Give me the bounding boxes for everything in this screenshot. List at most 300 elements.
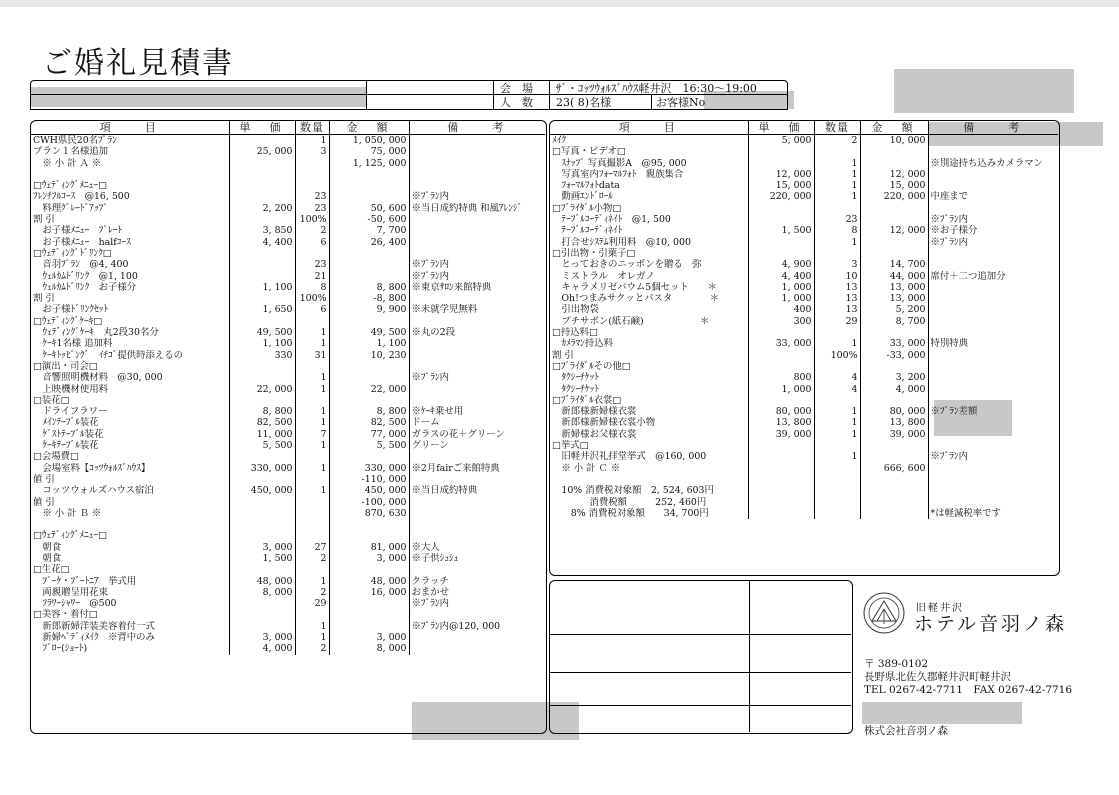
item-name: 割 引 <box>33 293 55 305</box>
table-row <box>550 146 1058 157</box>
quantity <box>295 474 329 485</box>
hotel-company: 株式会社音羽ノ森 <box>864 725 948 737</box>
table-row <box>31 180 545 191</box>
unit-price: 450, 000 <box>229 485 295 496</box>
note: グリーン <box>409 440 545 451</box>
quantity <box>295 508 329 519</box>
quantity: 8 <box>295 282 329 293</box>
quantity <box>295 169 329 180</box>
item-name: ｹｰｷ1名様 追加料 <box>33 338 113 350</box>
right-estimate-table <box>550 121 1058 519</box>
item-name: 旧軽井沢礼拝堂挙式 @160, 000 <box>552 451 707 463</box>
item-name: ドライフラワー <box>33 406 108 418</box>
document-title: ご婚礼見積書 <box>42 46 234 81</box>
item-name: □ﾌﾞﾗｲﾀﾞﾙその他□ <box>552 360 631 372</box>
quantity <box>295 248 329 259</box>
quantity: 3 <box>814 259 860 270</box>
table-row <box>31 225 545 236</box>
quantity <box>295 497 329 508</box>
item-name <box>31 169 229 180</box>
amount <box>860 440 928 451</box>
table-row <box>31 429 545 440</box>
signature-grid-hline <box>550 634 851 635</box>
unit-price <box>229 519 295 530</box>
note: ※丸の2段 <box>409 327 545 338</box>
unit-price <box>748 158 814 169</box>
quantity: 2 <box>295 587 329 598</box>
unit-price: 4, 900 <box>748 259 814 270</box>
amount <box>329 271 409 282</box>
table-row <box>550 248 1058 259</box>
quantity: 1 <box>295 463 329 474</box>
amount: 81, 000 <box>329 542 409 553</box>
unit-price <box>229 621 295 632</box>
quantity <box>295 519 329 530</box>
table-row <box>550 361 1058 372</box>
quantity: 4 <box>814 372 860 383</box>
unit-price <box>229 564 295 575</box>
table-row <box>550 508 1058 519</box>
item-name: ｹｰｷﾄｯﾋﾟﾝｸﾞ ｲﾁｺﾞ提供時添えるの <box>33 349 184 361</box>
quantity <box>295 564 329 575</box>
amount: 26, 400 <box>329 237 409 248</box>
signature-grid-hline <box>550 705 851 706</box>
table-row <box>31 146 545 157</box>
amount: 330, 000 <box>329 463 409 474</box>
unit-price <box>229 169 295 180</box>
unit-price <box>748 440 814 451</box>
col-qty: 数量 <box>295 121 329 135</box>
note <box>928 180 1058 191</box>
unit-price: 4, 400 <box>229 237 295 248</box>
unit-price: 48, 000 <box>229 576 295 587</box>
table-row <box>31 372 545 383</box>
note <box>928 485 1058 496</box>
item-name: 会場室料【ｺｯﾂｳｫﾙｽﾞﾊｳｽ】 <box>33 462 151 474</box>
unit-price: 1, 000 <box>748 282 814 293</box>
amount <box>329 180 409 191</box>
amount: 14, 700 <box>860 259 928 270</box>
table-row <box>31 485 545 496</box>
table-row <box>550 293 1058 304</box>
table-row <box>31 519 545 530</box>
item-name: ﾌﾞﾛｰ(ｼｮｰﾄ) <box>33 643 88 655</box>
item-name: ｳｪﾙｶﾑﾄﾞﾘﾝｸ お子様分 <box>33 281 137 293</box>
note: おまかせ <box>409 587 545 598</box>
amount: -100, 000 <box>329 497 409 508</box>
quantity: 1 <box>295 135 329 147</box>
amount: -50, 600 <box>329 214 409 225</box>
col-notes: 備 考 <box>409 121 545 135</box>
table-row <box>31 158 545 169</box>
item-name: ﾒｲﾝﾃｰﾌﾞﾙ装花 <box>33 417 99 429</box>
note: ※ﾌﾟﾗﾝ内 <box>409 191 545 202</box>
item-name: □ｳｪﾃﾞｨﾝｸﾞﾄﾞﾘﾝｸ□ <box>33 247 112 259</box>
note: *は軽減税率です <box>928 508 1058 519</box>
unit-price <box>748 474 814 485</box>
quantity <box>295 609 329 620</box>
table-row <box>31 384 545 395</box>
quantity: 2 <box>814 135 860 147</box>
item-name: ※ 小 計 Ａ ※ <box>33 157 102 169</box>
amount: 12, 000 <box>860 169 928 180</box>
table-row <box>550 463 1058 474</box>
table-row <box>550 485 1058 496</box>
table-row <box>31 598 545 609</box>
item-name: ※ 小 計 Ｂ ※ <box>33 507 102 519</box>
header-vline <box>549 80 550 109</box>
signature-grid <box>549 580 853 734</box>
note <box>409 180 545 191</box>
quantity: 8 <box>814 225 860 236</box>
table-row <box>31 463 545 474</box>
amount: 870, 630 <box>329 508 409 519</box>
hotel-subtitle: 旧軽井沢 <box>916 603 964 614</box>
quantity: 1 <box>295 621 329 632</box>
item-name: 値 引 <box>33 473 55 485</box>
amount: 450, 000 <box>329 485 409 496</box>
item-name: ﾌｫｰﾏﾙﾌｫﾄdata <box>552 180 620 192</box>
header-vline <box>651 95 652 109</box>
amount: 16, 000 <box>329 587 409 598</box>
quantity: 1 <box>295 384 329 395</box>
table-row <box>31 497 545 508</box>
unit-price <box>748 350 814 361</box>
amount: 5, 500 <box>329 440 409 451</box>
note: ※ﾌﾟﾗﾝ差額 <box>928 406 1058 417</box>
table-row <box>550 169 1058 180</box>
table-row <box>31 271 545 282</box>
table-row <box>31 327 545 338</box>
quantity: 100% <box>295 293 329 304</box>
note <box>928 169 1058 180</box>
header-vline <box>493 80 494 109</box>
table-row <box>550 384 1058 395</box>
item-name: ミストラル オレガノ <box>552 270 655 282</box>
table-row <box>550 440 1058 451</box>
amount <box>329 621 409 632</box>
unit-price: 49, 500 <box>229 327 295 338</box>
note: ※東京ｻﾛﾝ来館特典 <box>409 282 545 293</box>
note <box>928 304 1058 315</box>
unit-price: 1, 650 <box>229 304 295 315</box>
table-row <box>550 214 1058 225</box>
item-name: プチサボン(紙石鹸) ＊ <box>552 315 710 327</box>
table-row <box>31 609 545 620</box>
quantity: 1 <box>295 485 329 496</box>
unit-price <box>748 237 814 248</box>
note: ※未就学児無料 <box>409 304 545 315</box>
unit-price: 4, 000 <box>229 643 295 654</box>
amount <box>329 395 409 406</box>
people-value: 23( 8)名様 <box>556 96 612 109</box>
note <box>928 395 1058 406</box>
amount: 82, 500 <box>329 417 409 428</box>
unit-price <box>229 361 295 372</box>
table-row <box>550 338 1058 349</box>
quantity: 1 <box>295 417 329 428</box>
note <box>409 632 545 643</box>
table-row <box>31 451 545 462</box>
unit-price: 1, 500 <box>748 225 814 236</box>
note: ※ﾌﾟﾗﾝ内 <box>928 237 1058 248</box>
item-name <box>31 519 229 530</box>
unit-price: 1, 100 <box>229 338 295 349</box>
col-unit-price: 単 価 <box>748 121 814 135</box>
note <box>409 474 545 485</box>
table-row <box>550 406 1058 417</box>
table-row <box>550 417 1058 428</box>
item-name: □ｳｪﾃﾞｨﾝｸﾞｹｰｷ□ <box>33 315 103 327</box>
amount: 77, 000 <box>329 429 409 440</box>
item-name: 料理ｸﾞﾚｰﾄﾞｱｯﾌﾟ <box>33 202 109 214</box>
quantity: 4 <box>814 384 860 395</box>
amount: 1, 125, 000 <box>329 158 409 169</box>
item-name: プラン１名様追加 <box>33 146 109 158</box>
unit-price <box>229 474 295 485</box>
note <box>928 361 1058 372</box>
item-name: □生花□ <box>33 564 70 576</box>
people-label: 人 数 <box>500 96 533 109</box>
note <box>928 417 1058 428</box>
item-name: 新郎様新婦様衣裳小物 <box>552 417 656 429</box>
table-row <box>31 203 545 214</box>
item-name: ｳｪﾃﾞｨﾝｸﾞｹｰｷ 丸2段30名分 <box>33 327 159 339</box>
unit-price: 13, 800 <box>748 417 814 428</box>
unit-price: 220, 000 <box>748 191 814 202</box>
unit-price: 8, 800 <box>229 406 295 417</box>
item-name: □写真・ビデオ□ <box>552 146 626 158</box>
amount <box>329 316 409 327</box>
unit-price: 1, 500 <box>229 553 295 564</box>
unit-price: 1, 000 <box>748 384 814 395</box>
unit-price <box>748 327 814 338</box>
table-row <box>550 282 1058 293</box>
quantity <box>814 508 860 519</box>
item-name: ﾌﾗﾜｰｼｬﾜｰ @500 <box>33 598 117 610</box>
quantity: 13 <box>814 304 860 315</box>
quantity <box>295 451 329 462</box>
unit-price <box>748 451 814 462</box>
item-name: □演出・司会□ <box>33 360 98 372</box>
unit-price: 4, 400 <box>748 271 814 282</box>
amount: 666, 600 <box>860 463 928 474</box>
note <box>928 135 1058 147</box>
amount: -8, 800 <box>329 293 409 304</box>
unit-price: 5, 500 <box>229 440 295 451</box>
note: ※2月fairご来館特典 <box>409 463 545 474</box>
note <box>409 158 545 169</box>
note <box>928 146 1058 157</box>
note <box>409 395 545 406</box>
note <box>409 519 545 530</box>
amount <box>860 451 928 462</box>
col-amount: 金 額 <box>329 121 409 135</box>
note <box>409 316 545 327</box>
quantity: 1 <box>295 440 329 451</box>
amount: 80, 000 <box>860 406 928 417</box>
table-row <box>31 135 545 147</box>
item-name: □装花□ <box>33 394 70 406</box>
unit-price <box>229 530 295 541</box>
amount: 8, 800 <box>329 406 409 417</box>
amount <box>860 327 928 338</box>
note: ※別途持ち込みカメラマン <box>928 158 1058 169</box>
table-row <box>31 304 545 315</box>
item-name: 上映機材使用料 <box>33 383 109 395</box>
amount <box>860 497 928 508</box>
unit-price: 3, 000 <box>229 542 295 553</box>
table-row <box>550 429 1058 440</box>
col-notes: 備 考 <box>928 121 1058 135</box>
table-row <box>31 350 545 361</box>
quantity: 1 <box>814 406 860 417</box>
unit-price <box>229 451 295 462</box>
item-name: 動画ｴﾝﾄﾞﾛｰﾙ <box>552 191 613 203</box>
amount: 8, 700 <box>860 316 928 327</box>
item-name: 値 引 <box>33 496 55 508</box>
note <box>409 384 545 395</box>
unit-price: 39, 000 <box>748 429 814 440</box>
item-name: 音響照明機材料 @30, 000 <box>33 372 163 384</box>
item-name: ｶﾒﾗﾏﾝ持込料 <box>552 338 613 350</box>
amount: 8, 800 <box>329 282 409 293</box>
note <box>928 316 1058 327</box>
item-name: 打合せｼｽﾃﾑ利用料 @10, 000 <box>552 236 691 248</box>
unit-price <box>229 271 295 282</box>
quantity <box>814 463 860 474</box>
amount <box>329 519 409 530</box>
col-amount: 金 額 <box>860 121 928 135</box>
amount: 1, 050, 000 <box>329 135 409 147</box>
table-row <box>550 451 1058 462</box>
table-row <box>31 282 545 293</box>
amount <box>860 395 928 406</box>
quantity <box>295 530 329 541</box>
note <box>409 530 545 541</box>
amount: 10, 230 <box>329 350 409 361</box>
note: ※ﾌﾟﾗﾝ内 <box>409 372 545 383</box>
item-name: ｹｰｷﾃｰﾌﾞﾙ装花 <box>33 440 99 452</box>
quantity <box>814 395 860 406</box>
amount: 1, 100 <box>329 338 409 349</box>
quantity <box>814 485 860 496</box>
note <box>928 248 1058 259</box>
venue-value: ｻﾞ・ｺｯﾂｳｫﾙｽﾞﾊｳｽ軽井沢 16:30～19:00 <box>556 82 757 95</box>
table-row <box>31 508 545 519</box>
unit-price <box>748 203 814 214</box>
table-row <box>550 135 1058 147</box>
item-name: □ｳｪﾃﾞｨﾝｸﾞﾒﾆｭｰ□ <box>33 530 107 542</box>
unit-price <box>229 598 295 609</box>
amount: 5, 200 <box>860 304 928 315</box>
note: ※ﾌﾟﾗﾝ内 <box>928 214 1058 225</box>
table-row <box>550 191 1058 202</box>
note <box>409 609 545 620</box>
amount <box>329 372 409 383</box>
quantity: 1 <box>295 632 329 643</box>
table-row <box>31 621 545 632</box>
quantity: 1 <box>814 338 860 349</box>
table-row <box>31 293 545 304</box>
item-name: □美容・着付□ <box>33 609 98 621</box>
quantity <box>814 203 860 214</box>
unit-price <box>748 146 814 157</box>
unit-price <box>229 508 295 519</box>
table-row <box>31 361 545 372</box>
amount: 3, 000 <box>329 632 409 643</box>
quantity: 21 <box>295 271 329 282</box>
quantity: 23 <box>295 191 329 202</box>
unit-price: 25, 000 <box>229 146 295 157</box>
unit-price <box>229 191 295 202</box>
quantity <box>814 361 860 372</box>
table-row <box>550 180 1058 191</box>
table-row <box>550 395 1058 406</box>
amount <box>860 485 928 496</box>
unit-price <box>748 395 814 406</box>
note <box>409 293 545 304</box>
note: ※当日成約特典 <box>409 485 545 496</box>
unit-price: 1, 000 <box>748 293 814 304</box>
item-name: 新婦様お父様衣裳 <box>552 428 637 440</box>
table-row <box>31 406 545 417</box>
unit-price <box>748 508 814 519</box>
amount <box>860 474 928 485</box>
amount <box>329 598 409 609</box>
item-name: □会場費□ <box>33 451 79 463</box>
quantity: 13 <box>814 293 860 304</box>
table-row <box>31 338 545 349</box>
note <box>409 237 545 248</box>
item-name: お子様ﾄﾞﾘﾝｸｾｯﾄ <box>33 304 109 316</box>
amount <box>329 248 409 259</box>
item-name: コッツウォルズハウス宿泊 <box>33 485 154 497</box>
table-row <box>31 576 545 587</box>
amount: 220, 000 <box>860 191 928 202</box>
amount: 13, 800 <box>860 417 928 428</box>
table-row <box>31 474 545 485</box>
item-name: ｹﾞｽﾄﾃｰﾌﾞﾙ装花 <box>33 428 104 440</box>
quantity <box>814 497 860 508</box>
note <box>928 350 1058 361</box>
table-row <box>31 237 545 248</box>
amount <box>329 169 409 180</box>
item-name: □ﾌﾞﾗｲﾀﾞﾙ小物□ <box>552 202 622 214</box>
quantity <box>814 474 860 485</box>
table-row <box>550 158 1058 169</box>
unit-price <box>229 497 295 508</box>
amount: 13, 000 <box>860 282 928 293</box>
note <box>928 463 1058 474</box>
note <box>409 225 545 236</box>
item-name: 両親贈呈用花束 <box>33 586 109 598</box>
unit-price: 12, 000 <box>748 169 814 180</box>
col-qty: 数量 <box>814 121 860 135</box>
note <box>409 350 545 361</box>
amount <box>329 609 409 620</box>
amount: 49, 500 <box>329 327 409 338</box>
quantity: 1 <box>295 372 329 383</box>
item-name: ﾃｰﾌﾞﾙｺｰﾃﾞｨﾈｲﾄ <box>552 225 623 237</box>
note: ※お子様分 <box>928 225 1058 236</box>
header-vline <box>366 80 367 109</box>
note <box>409 451 545 462</box>
unit-price <box>229 214 295 225</box>
amount <box>329 361 409 372</box>
hotel-phone: TEL 0267-42-7711 FAX 0267-42-7716 <box>864 684 1073 696</box>
unit-price: 33, 000 <box>748 338 814 349</box>
